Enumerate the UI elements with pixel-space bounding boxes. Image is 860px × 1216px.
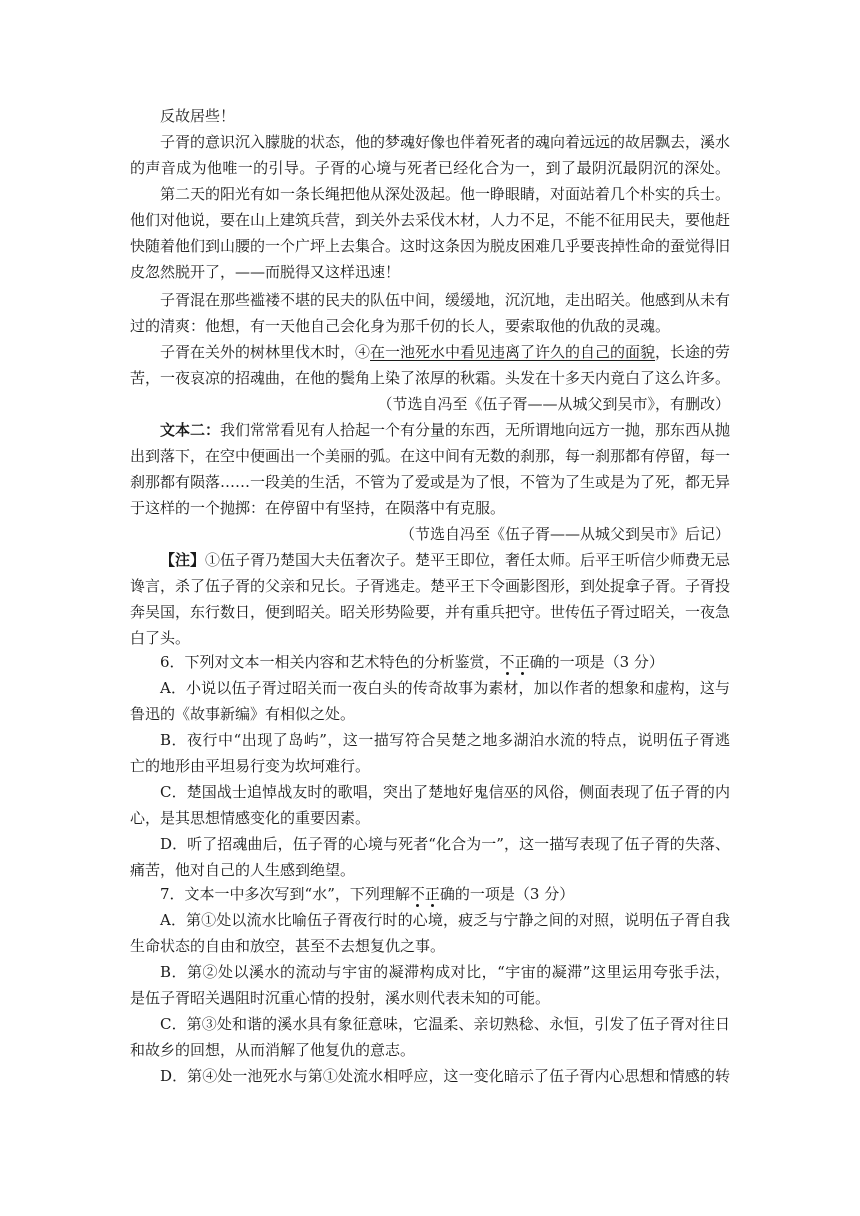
emphasis-char: 正	[514, 653, 530, 671]
marker-4: ④	[355, 343, 371, 361]
passage-line	[160, 342, 730, 364]
q6-option-c: C．楚国战士追悼战友时的歌唱，突出了楚地好鬼信巫的风俗，侧面表现了伍子胥的内	[160, 783, 730, 801]
passage-line	[160, 420, 730, 442]
passage-line: 苦，一夜哀凉的招魂曲，在他的鬓角上染了浓厚的秋霜。头发在十多天内竟白了这么许多。	[130, 369, 731, 387]
passage-line: 子胥混在那些褴褛不堪的民夫的队伍中间，缓缓地，沉沉地，走出昭关。他感到从未有	[160, 291, 731, 309]
source-note-2: （节选自冯至《伍子胥——从城父到吴市》后记）	[399, 525, 730, 543]
source-note-1: （节选自冯至《伍子胥——从城父到吴市》，有删改）	[377, 395, 730, 413]
note-text: ①伍子胥乃楚国大夫伍奢次子。楚平王即位，奢任太师。后平王听信少师费无忌	[205, 551, 731, 569]
text-two-label: 文本二：	[160, 421, 221, 439]
question-6-stem	[160, 652, 730, 674]
q6-option-a-cont: 鲁迅的《故事新编》有相似之处。	[130, 705, 356, 723]
q6-option-d-cont: 痛苦，他对自己的人生感到绝望。	[130, 861, 356, 879]
q7-option-c-cont: 和故乡的回想，从而消解了他复仇的意志。	[130, 1041, 416, 1059]
q6-option-a: A．小说以伍子胥过昭关而一夜白头的传奇故事为素材，加以作者的想象和虚构，这与	[160, 679, 730, 697]
q7-option-c: C．第③处和谐的溪水具有象征意味，它温柔、亲切熟稔、永恒，引发了伍子胥对往日	[160, 1015, 730, 1033]
q6-option-b: B．夜行中“出现了岛屿”，这一描写符合吴楚之地多湖泊水流的特点，说明伍子胥逃	[160, 731, 730, 749]
stem-text: 确的一项是（3 分）	[529, 653, 664, 671]
q6-option-d: D．听了招魂曲后，伍子胥的心境与死者“化合为一”，这一描写表现了伍子胥的失落、	[160, 835, 730, 853]
question-7-stem	[160, 884, 730, 906]
stem-text: 7．文本一中多次写到“水”，下列理解	[160, 885, 410, 903]
note-label: 【注】	[160, 551, 206, 569]
passage-line: 快随着他们到山腰的一个广坪上去集合。这时这条因为脱皮困难几乎要丧掉性命的蚕觉得旧	[130, 237, 731, 255]
passage-line: 皮忽然脱开了，——而脱得又这样迅速！	[130, 263, 401, 281]
passage-line: 出到落下，在空中便画出一个美丽的弧。在这中间有无数的刹那，每一刹那都有停留，每一	[130, 447, 731, 465]
passage-text: 我们常常看见有人拾起一个有分量的东西，无所谓地向远方一抛，那东西从抛	[220, 421, 731, 439]
q6-option-c-cont: 心，是其思想情感变化的重要因素。	[130, 809, 371, 827]
passage-line: 第二天的阳光有如一条长绳把他从深处汲起。他一睁眼睛，对面站着几个朴实的兵士。	[160, 185, 731, 203]
passage-line: 的声音成为他唯一的引导。子胥的心境与死者已经化合为一，到了最阴沉最阴沉的深处。	[130, 159, 730, 177]
q7-option-a-cont: 生命状态的自由和放空，甚至不去想复仇之事。	[130, 937, 446, 955]
note-line: 白了头。	[130, 629, 191, 647]
stem-text: 确的一项是（3 分）	[439, 885, 575, 903]
q7-option-d: D．第④处一池死水与第①处流水相呼应，这一变化暗示了伍子胥内心思想和情感的转	[160, 1067, 730, 1085]
q7-option-b-cont: 是伍子胥昭关遇阻时沉重心情的投射，溪水则代表未知的可能。	[130, 989, 551, 1007]
note-line	[160, 550, 730, 572]
passage-line: 刹那都有陨落……一段美的生活，不管为了爱或是为了恨，不管为了生或是为了死，都无异	[130, 473, 731, 491]
passage-text: ，长途的劳	[655, 343, 731, 361]
passage-line: 过的清爽：他想，有一天他自己会化身为那千仞的长人，要索取他的仇敌的灵魂。	[130, 317, 671, 335]
emphasis-char: 不	[409, 885, 425, 903]
passage-line: 子胥的意识沉入朦胧的状态，他的梦魂好像也伴着死者的魂向着远远的故居飘去，溪水	[160, 133, 731, 151]
q7-option-a: A．第①处以流水比喻伍子胥夜行时的心境，疲乏与宁静之间的对照，说明伍子胥自我	[160, 911, 730, 929]
stem-text: 6．下列对文本一相关内容和艺术特色的分析鉴赏，	[160, 653, 500, 671]
note-line: 谗言，杀了伍子胥的父亲和兄长。子胥逃走。楚平王下令画影图形，到处捉拿子胥。子胥投	[130, 577, 731, 595]
emphasis-char: 正	[424, 885, 440, 903]
underlined-sentence: 在一池死水中看见违离了许久的自己的面貌	[370, 343, 656, 361]
emphasis-char: 不	[499, 653, 515, 671]
q7-option-b: B．第②处以溪水的流动与宇宙的凝滞构成对比，“宇宙的凝滞”这里运用夸张手法，	[160, 963, 730, 981]
passage-line: 他们对他说，要在山上建筑兵营，到关外去采伐木材，人力不足，不能不征用民夫，要他赶	[130, 211, 731, 229]
passage-line: 反故居些！	[160, 107, 236, 125]
note-line: 奔吴国，东行数日，便到昭关。昭关形势险要，并有重兵把守。世传伍子胥过昭关，一夜急	[130, 603, 731, 621]
q6-option-b-cont: 亡的地形由平坦易行变为坎坷难行。	[130, 757, 371, 775]
passage-line: 于这样的一个抛掷：在停留中有坚持，在陨落中有克服。	[130, 499, 506, 517]
passage-text: 子胥在关外的树林里伐木时，	[160, 343, 356, 361]
